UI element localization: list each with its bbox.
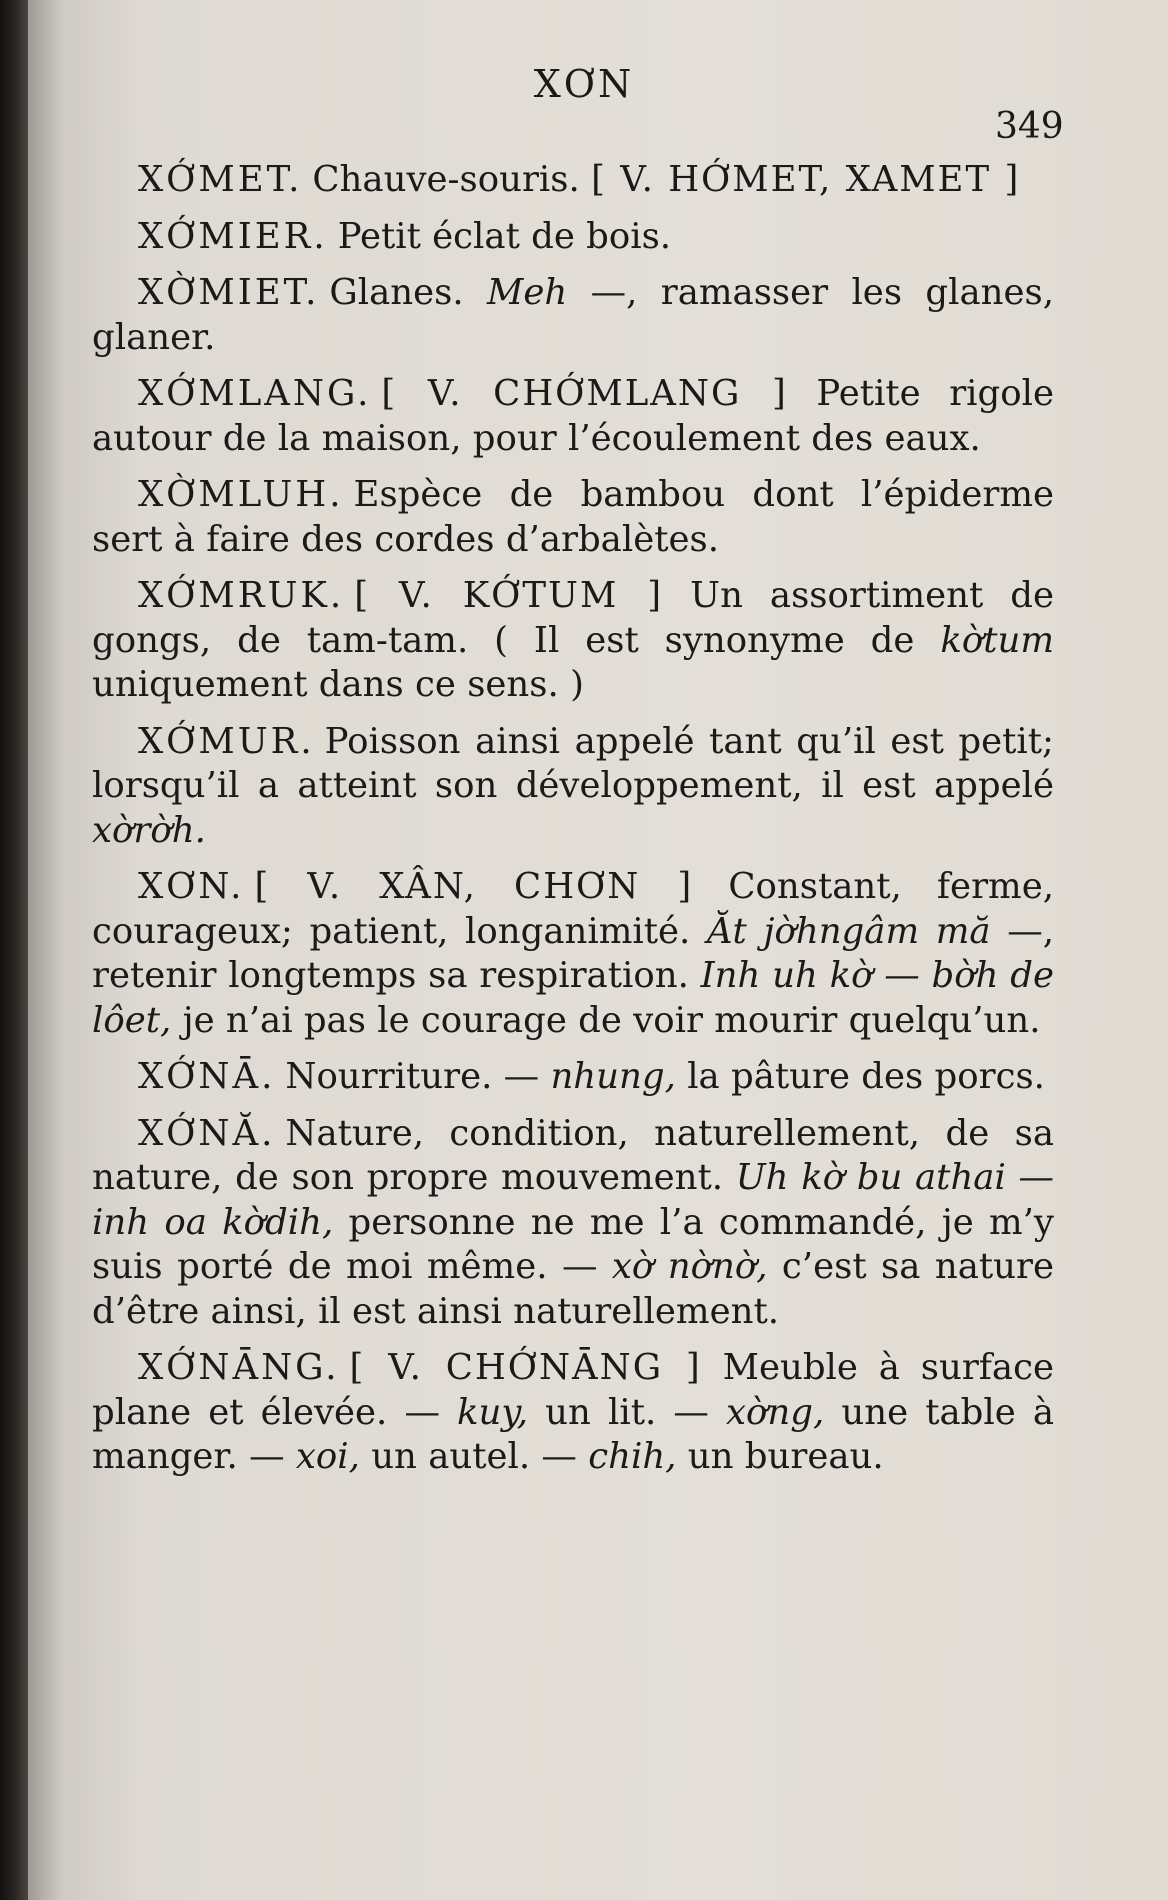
bahnar-example: Meh — [487, 272, 568, 313]
cross-reference: [ V. KỚTUM ] — [354, 575, 664, 616]
headword: XỚMIER. — [138, 215, 328, 257]
dictionary-entry — [92, 1055, 1054, 1100]
headword: XỚMET. — [138, 159, 303, 200]
entry-text: Petite rigole autour de la maison, pour l’écoulement des eaux. — [92, 373, 1054, 459]
entry-text: la pâture des porcs. — [675, 1056, 1045, 1097]
bahnar-example: xoi, — [295, 1436, 360, 1477]
dictionary-entry — [92, 865, 1054, 1043]
entry-text: un autel. — — [359, 1436, 589, 1477]
entry-text: c’est sa nature d’être ainsi, il est ainsi naturellement. — [92, 1246, 1054, 1332]
headword: XỜMLUH. — [138, 474, 344, 515]
headword: XỚNĀ. — [138, 1056, 276, 1097]
dictionary-entry — [92, 720, 1054, 854]
bahnar-example: kuy, — [457, 1391, 529, 1433]
entry-list — [92, 158, 1054, 1492]
entry-text: Nourriture. — — [285, 1056, 551, 1097]
dictionary-entry — [92, 158, 1054, 203]
entry-text: uniquement dans ce sens. ) — [92, 664, 584, 705]
entry-text: Petit éclat de bois. — [337, 215, 672, 257]
entry-text: Espèce de bambou dont l’épiderme sert à faire des cordes d’arbalètes. — [92, 474, 1054, 560]
bahnar-example: nhung, — [550, 1056, 676, 1097]
cross-reference: [ V. XÂN, CHƠN ] — [254, 866, 694, 907]
dictionary-entry — [92, 473, 1054, 562]
entry-text: Constant, ferme, courageux; patient, longanimité. — [92, 866, 1054, 952]
bahnar-example: xờ nờnờ, — [611, 1246, 768, 1287]
dictionary-entry — [92, 271, 1054, 360]
bahnar-example: Uh kờ bu athai — inh oa kờdih, — [92, 1157, 1054, 1243]
page-number: 349 — [995, 106, 1064, 147]
headword: XỚMRUK. — [138, 575, 345, 616]
entry-text: je n’ai pas le courage de voir mourir quelqu’un. — [171, 999, 1041, 1041]
bahnar-example: Inh uh kờ — bờh de lôet, — [92, 955, 1054, 1041]
bahnar-example: Ăt jờhngâm mă — [706, 910, 991, 952]
entry-text: une table à manger. — — [92, 1391, 1054, 1477]
entry-text: un bureau. — [676, 1436, 884, 1477]
cross-reference: [ V. CHỚMLANG ] — [381, 373, 788, 414]
dictionary-entry — [92, 574, 1054, 708]
entry-text: —, ramasser les glanes, glaner. — [92, 272, 1055, 358]
cross-reference: [ V. HỚMET, XAMET ] — [591, 159, 1021, 200]
bahnar-example: xờrờh. — [92, 809, 206, 851]
bahnar-example: chih, — [588, 1436, 677, 1477]
headword: XỚMUR. — [138, 720, 315, 762]
cross-reference: [ V. CHỚNĀNG ] — [349, 1347, 702, 1388]
running-head: XƠN — [533, 62, 635, 106]
entry-text: personne ne me l’a commandé, je m’y suis porté de moi même. — — [92, 1201, 1054, 1287]
entry-text: Un assortiment de gongs, de tam-tam. ( Il est synonyme de — [92, 575, 1055, 661]
headword: XỚNĀNG. — [138, 1347, 340, 1388]
dictionary-entry — [92, 1346, 1054, 1480]
headword: XỚNĂ. — [138, 1112, 276, 1154]
entry-text: —, retenir longtemps sa respiration. — [92, 910, 1054, 996]
entry-text: Chauve-souris. — [312, 159, 592, 200]
bahnar-example: xờng, — [725, 1391, 825, 1433]
entry-text: Nature, condition, naturellement, de sa nature, de son propre mouvement. — [92, 1112, 1054, 1198]
headword: XỚMLANG. — [138, 373, 372, 414]
entry-text: Poisson ainsi appelé tant qu’il est petit; lorsqu’il a atteint son développement, il est appelé — [92, 720, 1054, 806]
dictionary-entry — [92, 215, 1054, 260]
dictionary-entry — [92, 1112, 1054, 1335]
bahnar-example: kờtum — [940, 619, 1054, 661]
headword: XỜMIET. — [138, 272, 320, 313]
book-spine-gutter — [0, 0, 28, 1900]
entry-text: Glanes. — [329, 272, 488, 313]
dictionary-entry — [92, 372, 1054, 461]
entry-text: un lit. — — [528, 1391, 726, 1433]
entry-text: Meuble à surface plane et élevée. — — [92, 1347, 1054, 1433]
headword: XƠN. — [138, 866, 245, 907]
